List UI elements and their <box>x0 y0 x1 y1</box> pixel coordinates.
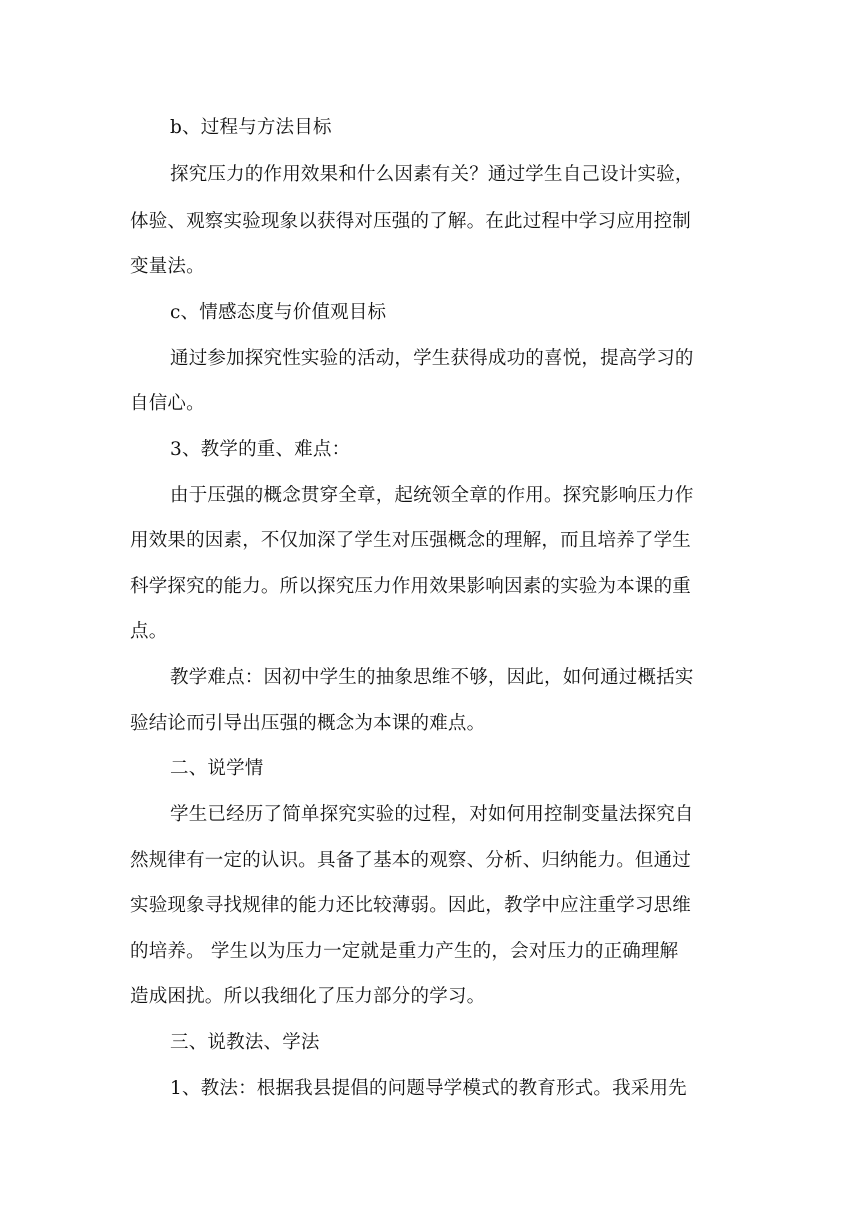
paragraph-line: 通过参加探究性实验的活动，学生获得成功的喜悦，提高学习的 <box>170 348 694 369</box>
paragraph-line: 变量法。 <box>130 256 205 277</box>
heading-key-difficult-points: 3、教学的重、难点： <box>170 439 351 460</box>
paragraph-line: 教学难点：因初中学生的抽象思维不够，因此，如何通过概括实 <box>170 667 694 688</box>
paragraph-line: 验结论而引导出压强的概念为本课的难点。 <box>130 713 486 734</box>
paragraph-line: 1、教法：根据我县提倡的问题导学模式的教育形式。我采用先 <box>170 1078 687 1099</box>
paragraph-line: 的培养。 学生以为压力一定就是重力产生的，会对压力的正确理解 <box>130 941 679 962</box>
paragraph-line: 科学探究的能力。所以探究压力作用效果影响因素的实验为本课的重 <box>130 576 692 597</box>
paragraph-line: 用效果的因素，不仅加深了学生对压强概念的理解，而且培养了学生 <box>130 530 692 551</box>
paragraph-line: 自信心。 <box>130 393 205 414</box>
paragraph-line: 体验、观察实验现象以获得对压强的了解。在此过程中学习应用控制 <box>130 211 692 232</box>
paragraph-line: 由于压强的概念贯穿全章，起统领全章的作用。探究影响压力作 <box>170 485 694 506</box>
paragraph-line: 学生已经历了简单探究实验的过程，对如何用控制变量法探究自 <box>170 804 694 825</box>
heading-student-situation: 二、说学情 <box>170 758 264 779</box>
paragraph-line: 然规律有一定的认识。具备了基本的观察、分析、归纳能力。但通过 <box>130 850 692 871</box>
heading-teaching-learning-methods: 三、说教法、学法 <box>170 1032 320 1053</box>
paragraph-line: 点。 <box>130 621 168 642</box>
paragraph-line: 实验现象寻找规律的能力还比较薄弱。因此，教学中应注重学习思维 <box>130 895 692 916</box>
heading-process-method-goal: b、过程与方法目标 <box>170 117 332 138</box>
paragraph-line: 探究压力的作用效果和什么因素有关？通过学生自己设计实验， <box>170 164 694 185</box>
heading-emotion-value-goal: c、情感态度与价值观目标 <box>170 302 387 323</box>
paragraph-line: 造成困扰。所以我细化了压力部分的学习。 <box>130 986 486 1007</box>
